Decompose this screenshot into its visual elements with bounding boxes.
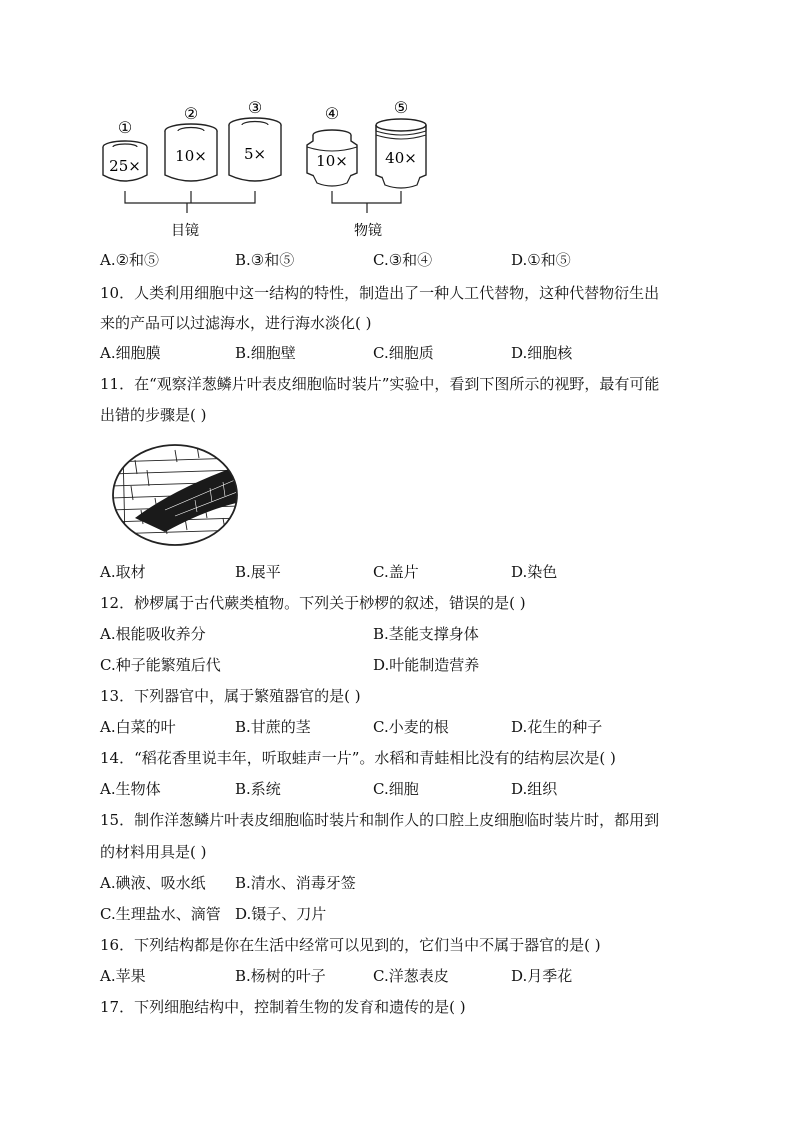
lens-5 — [376, 98, 426, 188]
q13-option-a[interactable]: A.白菜的叶 — [100, 718, 176, 736]
lens-number: ⑤ — [393, 98, 409, 117]
q12-option-b[interactable]: B.茎能支撑身体 — [373, 625, 479, 643]
lens-2 — [165, 104, 217, 181]
q9-option-a[interactable]: A.②和⑤ — [100, 251, 160, 269]
objective-label: 物镜 — [354, 223, 382, 239]
lens-number: ① — [117, 118, 133, 137]
q10-stem-line2: 来的产品可以过滤海水，进行海水淡化( ) — [100, 314, 372, 332]
q16-option-d[interactable]: D.月季花 — [511, 967, 573, 985]
q15-option-c[interactable]: C.生理盐水、滴管 — [100, 905, 221, 923]
q15-option-b[interactable]: B.清水、消毒牙签 — [235, 874, 356, 892]
lens-mag: 10× — [175, 147, 207, 165]
q16-option-c[interactable]: C.洋葱表皮 — [373, 967, 449, 985]
lens-4 — [307, 104, 357, 186]
q9-option-d[interactable]: D.①和⑤ — [511, 251, 571, 269]
q15-stem-line1: 15．制作洋葱鳞片叶表皮细胞临时装片和制作人的口腔上皮细胞临时装片时，都用到 — [100, 811, 660, 829]
q11-option-a[interactable]: A.取材 — [100, 563, 146, 581]
q10-option-d[interactable]: D.细胞核 — [511, 344, 573, 362]
q11-option-c[interactable]: C.盖片 — [373, 563, 419, 581]
q10-stem-line1: 10．人类利用细胞中这一结构的特性，制造出了一种人工代替物，这种代替物衍生出 — [100, 284, 660, 302]
lens-number: ② — [183, 104, 199, 123]
q14-stem: 14．“稻花香里说丰年，听取蛙声一片”。水稻和青蛙相比没有的结构层次是( ) — [100, 749, 616, 767]
lens-mag: 5× — [243, 145, 267, 163]
lens-1 — [103, 118, 147, 181]
q16-stem: 16．下列结构都是你在生活中经常可以见到的，它们当中不属于器官的是( ) — [100, 936, 601, 954]
q15-stem-line2: 的材料用具是( ) — [100, 843, 207, 861]
q12-option-d[interactable]: D.叶能制造营养 — [373, 656, 480, 674]
lens-mag: 40× — [385, 149, 417, 167]
q14-option-d[interactable]: D.组织 — [511, 780, 558, 798]
q11-option-d[interactable]: D.染色 — [511, 563, 558, 581]
q9-option-b[interactable]: B.③和⑤ — [235, 251, 295, 269]
q13-option-c[interactable]: C.小麦的根 — [373, 718, 449, 736]
q14-option-b[interactable]: B.系统 — [235, 780, 281, 798]
q10-option-b[interactable]: B.细胞壁 — [235, 344, 296, 362]
q11-option-b[interactable]: B.展平 — [235, 563, 281, 581]
q9-option-c[interactable]: C.③和④ — [373, 251, 433, 269]
lens-3 — [229, 98, 281, 181]
q17-stem: 17．下列细胞结构中，控制着生物的发育和遗传的是( ) — [100, 998, 466, 1016]
microscope-view-figure — [105, 440, 245, 550]
q12-stem: 12．桫椤属于古代蕨类植物。下列关于桫椤的叙述，错误的是( ) — [100, 594, 526, 612]
q12-option-a[interactable]: A.根能吸收养分 — [100, 625, 206, 643]
q16-option-a[interactable]: A.苹果 — [100, 967, 146, 985]
q13-option-d[interactable]: D.花生的种子 — [511, 718, 603, 736]
lens-number: ③ — [247, 98, 263, 117]
lens-mag: 25× — [109, 157, 141, 175]
q14-option-a[interactable]: A.生物体 — [100, 780, 161, 798]
q10-option-a[interactable]: A.细胞膜 — [100, 344, 161, 362]
q10-option-c[interactable]: C.细胞质 — [373, 344, 434, 362]
q15-option-a[interactable]: A.碘液、吸水纸 — [100, 874, 206, 892]
q12-option-c[interactable]: C.种子能繁殖后代 — [100, 656, 221, 674]
lens-figure — [95, 95, 455, 245]
q15-option-d[interactable]: D.镊子、刀片 — [235, 905, 327, 923]
q11-stem-line1: 11．在“观察洋葱鳞片叶表皮细胞临时装片”实验中，看到下图所示的视野，最有可能 — [100, 375, 660, 393]
q13-stem: 13．下列器官中，属于繁殖器官的是( ) — [100, 687, 361, 705]
q14-option-c[interactable]: C.细胞 — [373, 780, 419, 798]
q16-option-b[interactable]: B.杨树的叶子 — [235, 967, 326, 985]
lens-mag: 10× — [316, 152, 348, 170]
lens-number: ④ — [324, 104, 340, 123]
eyepiece-label: 目镜 — [171, 223, 199, 239]
q11-stem-line2: 出错的步骤是( ) — [100, 406, 207, 424]
q13-option-b[interactable]: B.甘蔗的茎 — [235, 718, 311, 736]
